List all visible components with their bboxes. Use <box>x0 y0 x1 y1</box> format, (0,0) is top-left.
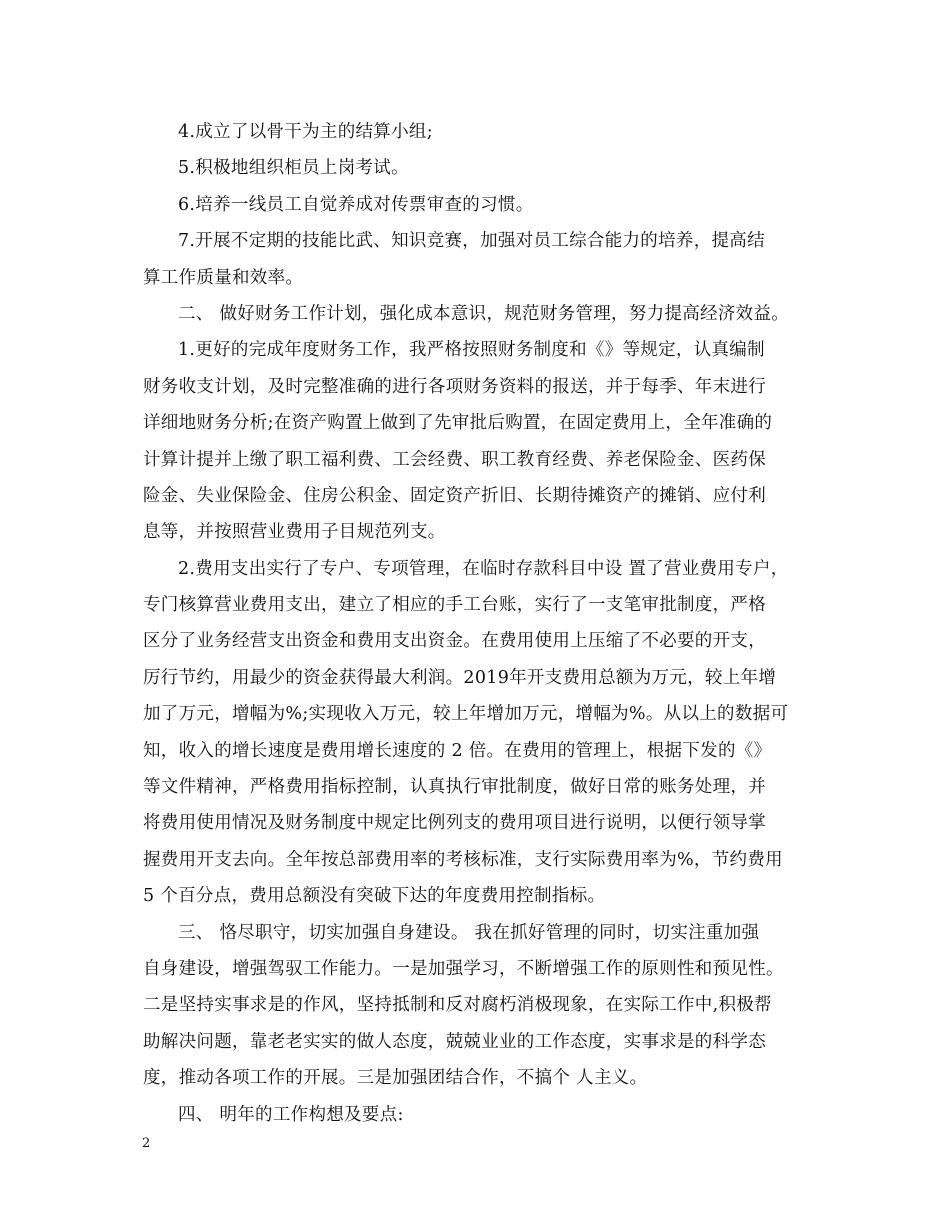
section-heading: 三、 恪尽职守，切实加强自身建设。 我在抓好管理的同时，切实注重加强 <box>178 922 760 943</box>
paragraph-line: 1.更好的完成年度财务工作，我严格按照财务制度和《》等规定，认真编制 <box>178 340 765 361</box>
paragraph-line: 度，推动各项工作的开展。三是加强团结合作，不搞个 人主义。 <box>143 1068 648 1089</box>
paragraph-line: 握费用开支去向。全年按总部费用率的考核标准，支行实际费用率为%，节约费用 <box>143 849 783 870</box>
paragraph-line: 息等，并按照营业费用子目规范列支。 <box>143 522 446 543</box>
paragraph-line: 险金、失业保险金、住房公积金、固定资产折旧、长期待摊资产的摊销、应付利 <box>143 485 766 506</box>
paragraph-line: 6.培养一线员工自觉养成对传票审查的习惯。 <box>178 194 534 215</box>
paragraph-line: 二是坚持实事求是的作风，坚持抵制和反对腐朽消极现象，在实际工作中,积极帮 <box>143 995 772 1016</box>
paragraph-line: 2.费用支出实行了专户、专项管理，在临时存款科目中设 置了营业费用专户， <box>178 558 789 579</box>
paragraph-line: 将费用使用情况及财务制度中规定比例列支的费用项目进行说明，以便行领导掌 <box>143 813 766 834</box>
paragraph-line: 7.开展不定期的技能比武、知识竞赛，加强对员工综合能力的培养，提高结 <box>178 231 765 252</box>
paragraph-line: 算工作质量和效率。 <box>143 267 304 288</box>
paragraph-line: 区分了业务经营支出资金和费用支出资金。在费用使用上压缩了不必要的开支， <box>143 631 766 652</box>
paragraph-line: 财务收支计划，及时完整准确的进行各项财务资料的报送，并于每季、年末进行 <box>143 376 766 397</box>
paragraph-line: 4.成立了以骨干为主的结算小组; <box>178 122 433 142</box>
page-number: 2 <box>142 1136 151 1151</box>
paragraph-line: 计算计提并上缴了职工福利费、工会经费、职工教育经费、养老保险金、医药保 <box>143 449 766 470</box>
section-heading: 二、 做好财务工作计划，强化成本意识，规范财务管理，努力提高经济效益。 <box>178 303 790 324</box>
paragraph-line: 专门核算营业费用支出，建立了相应的手工台账，实行了一支笔审批制度，严格 <box>143 595 766 616</box>
paragraph-line: 知，收入的增长速度是费用增长速度的 2 倍。在费用的管理上，根据下发的《》 <box>143 740 772 761</box>
paragraph-line: 详细地财务分析;在资产购置上做到了先审批后购置，在固定费用上，全年准确的 <box>143 413 773 434</box>
paragraph-line: 5.积极地组织柜员上岗考试。 <box>178 158 409 179</box>
section-heading: 四、 明年的工作构想及要点: <box>178 1104 404 1125</box>
paragraph-line: 厉行节约，用最少的资金获得最大利润。2019年开支费用总额为万元，较上年增 <box>143 667 777 688</box>
paragraph-line: 等文件精神，严格费用指标控制，认真执行审批制度，做好日常的账务处理，并 <box>143 777 766 798</box>
paragraph-line: 自身建设，增强驾驭工作能力。一是加强学习，不断增强工作的原则性和预见性。 <box>143 958 784 979</box>
paragraph-line: 5 个百分点，费用总额没有突破下达的年度费用控制指标。 <box>143 886 606 907</box>
paragraph-line: 加了万元，增幅为%;实现收入万元，较上年增加万元，增幅为%。从以上的数据可 <box>143 704 789 725</box>
document-body <box>143 114 811 1133</box>
paragraph-line: 助解决问题，靠老老实实的做人态度，兢兢业业的工作态度，实事求是的科学态 <box>143 1031 766 1052</box>
